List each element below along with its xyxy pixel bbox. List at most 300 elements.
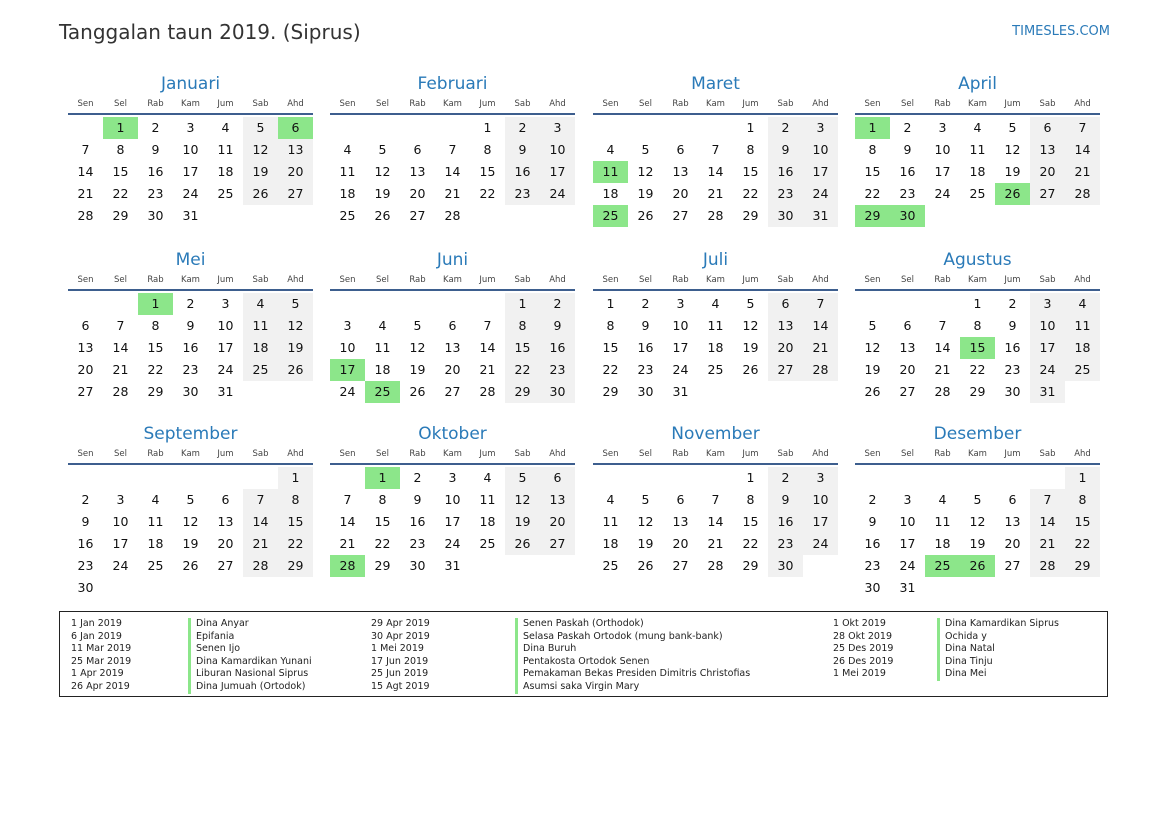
day-cell: 14 — [707, 164, 724, 179]
empty-cell — [138, 577, 173, 599]
day-cell: 30 — [147, 208, 164, 223]
day-cell: 16 — [182, 340, 199, 355]
empty-cell — [1030, 205, 1065, 227]
day-cell: 30 — [864, 580, 881, 595]
weekday-label: Kam — [968, 275, 987, 285]
weekday-label: Ahd — [549, 275, 566, 285]
day-cell: 25 — [602, 558, 619, 573]
holiday-name: Dina Natal — [945, 643, 995, 655]
weekday-label: Kam — [968, 99, 987, 109]
day-cell: 16 — [864, 536, 881, 551]
weekday-label: Sel — [114, 275, 127, 285]
day-cell: 17 — [803, 161, 838, 183]
day-cell: 29 — [602, 384, 619, 399]
day-cell: 8 — [973, 318, 982, 333]
day-cell: 15 — [742, 164, 759, 179]
weekday-header — [68, 273, 313, 291]
empty-cell — [243, 577, 278, 599]
week-row — [330, 337, 575, 359]
empty-cell — [628, 117, 663, 139]
day-cell: 19 — [637, 536, 654, 551]
month-februari — [330, 74, 575, 227]
weekday-label: Jum — [217, 275, 234, 285]
day-cell: 19 — [374, 186, 391, 201]
day-cell: 19 — [505, 511, 540, 533]
weekday-label: Sen — [339, 449, 356, 459]
holiday-date: 15 Agt 2019 — [371, 680, 430, 692]
day-cell: 17 — [934, 164, 951, 179]
day-cell: 18 — [1065, 337, 1100, 359]
day-cell: 29 — [112, 208, 129, 223]
month-desember — [855, 424, 1100, 599]
holiday-date: 28 Okt 2019 — [833, 630, 893, 642]
day-cell: 18 — [147, 536, 164, 551]
month-name: Januari — [160, 74, 221, 94]
week-row — [68, 533, 313, 555]
day-cell: 28 — [77, 208, 94, 223]
empty-cell — [698, 467, 733, 489]
day-cell: 7 — [343, 492, 352, 507]
weekday-label: Sen — [864, 99, 881, 109]
day-cell: 2 — [505, 117, 540, 139]
day-cell: 15 — [864, 164, 881, 179]
weekday-label: Sel — [901, 449, 914, 459]
day-cell: 25 — [593, 205, 628, 227]
day-cell: 29 — [742, 558, 759, 573]
day-cell: 1 — [973, 296, 982, 311]
day-cell: 7 — [803, 293, 838, 315]
day-cell: 1 — [855, 117, 890, 139]
day-cell: 9 — [903, 142, 912, 157]
day-cell: 31 — [1030, 381, 1065, 403]
day-cell: 21 — [934, 362, 951, 377]
day-cell: 7 — [711, 492, 720, 507]
weekday-label: Kam — [181, 99, 200, 109]
week-row — [855, 337, 1100, 359]
day-cell: 5 — [278, 293, 313, 315]
week-row — [330, 359, 575, 381]
day-cell: 12 — [278, 315, 313, 337]
day-cell: 24 — [182, 186, 199, 201]
day-cell: 2 — [151, 120, 160, 135]
weekday-label: Jum — [479, 449, 496, 459]
holiday-date: 1 Mei 2019 — [833, 668, 886, 680]
empty-cell — [103, 577, 138, 599]
day-cell: 26 — [182, 558, 199, 573]
empty-cell — [365, 117, 400, 139]
day-cell: 16 — [899, 164, 916, 179]
empty-cell — [925, 467, 960, 489]
day-cell: 6 — [81, 318, 90, 333]
day-cell: 5 — [243, 117, 278, 139]
day-cell: 16 — [409, 514, 426, 529]
day-cell: 3 — [676, 296, 685, 311]
day-cell: 27 — [1004, 558, 1021, 573]
day-cell: 10 — [803, 489, 838, 511]
week-row — [330, 315, 575, 337]
week-row — [855, 511, 1100, 533]
day-cell: 23 — [505, 183, 540, 205]
holiday-date: 25 Mar 2019 — [71, 655, 132, 667]
day-cell: 21 — [707, 186, 724, 201]
day-cell: 8 — [378, 492, 387, 507]
day-cell: 15 — [742, 514, 759, 529]
empty-cell — [925, 577, 960, 599]
day-cell: 24 — [899, 558, 916, 573]
day-cell: 6 — [903, 318, 912, 333]
day-cell: 3 — [1030, 293, 1065, 315]
day-cell: 4 — [221, 120, 230, 135]
day-cell: 26 — [278, 359, 313, 381]
page-title: Tanggalan taun 2019. (Siprus) — [59, 20, 361, 44]
empty-cell — [890, 467, 925, 489]
day-cell: 17 — [182, 164, 199, 179]
day-cell: 3 — [540, 117, 575, 139]
day-cell: 9 — [505, 139, 540, 161]
holiday-name: Dina Anyar — [196, 618, 249, 629]
holiday-date: 29 Apr 2019 — [371, 618, 430, 629]
day-cell: 2 — [768, 117, 803, 139]
day-cell: 17 — [112, 536, 129, 551]
weekday-label: Sab — [777, 449, 794, 459]
day-cell: 25 — [479, 536, 496, 551]
month-name: Agustus — [943, 250, 1012, 270]
day-cell: 12 — [864, 340, 881, 355]
day-cell: 24 — [672, 362, 689, 377]
holiday-name: Dina Mei — [945, 668, 987, 680]
day-cell: 26 — [742, 362, 759, 377]
day-cell: 27 — [899, 384, 916, 399]
day-cell: 10 — [1030, 315, 1065, 337]
day-cell: 19 — [1004, 164, 1021, 179]
day-cell: 12 — [637, 164, 654, 179]
day-cell: 20 — [672, 536, 689, 551]
day-cell: 7 — [483, 318, 492, 333]
day-cell: 31 — [182, 208, 199, 223]
day-cell: 22 — [742, 186, 759, 201]
day-cell: 12 — [505, 489, 540, 511]
empty-cell — [995, 467, 1030, 489]
empty-cell — [103, 467, 138, 489]
day-cell: 4 — [973, 120, 982, 135]
day-cell: 12 — [637, 514, 654, 529]
day-cell: 16 — [768, 511, 803, 533]
day-cell: 22 — [602, 362, 619, 377]
day-cell: 11 — [969, 142, 986, 157]
day-cell: 6 — [1008, 492, 1017, 507]
empty-cell — [1065, 381, 1100, 403]
day-cell: 7 — [81, 142, 90, 157]
empty-cell — [68, 293, 103, 315]
empty-cell — [470, 293, 505, 315]
holiday-date: 1 Mei 2019 — [371, 643, 424, 655]
day-cell: 9 — [868, 514, 877, 529]
weekday-label: Jum — [1004, 275, 1021, 285]
day-cell: 24 — [803, 183, 838, 205]
week-row — [855, 577, 1100, 599]
holiday-legend — [59, 611, 1108, 697]
month-name: Juni — [436, 250, 469, 270]
empty-cell — [278, 577, 313, 599]
weekday-label: Ahd — [287, 99, 304, 109]
day-cell: 25 — [147, 558, 164, 573]
day-cell: 9 — [81, 514, 90, 529]
week-row — [68, 511, 313, 533]
week-row — [68, 117, 313, 139]
weekday-label: Sen — [602, 99, 619, 109]
day-cell: 20 — [444, 362, 461, 377]
week-row — [68, 161, 313, 183]
day-cell: 29 — [278, 555, 313, 577]
day-cell: 27 — [672, 558, 689, 573]
empty-cell — [768, 381, 803, 403]
weekday-label: Sab — [252, 449, 269, 459]
month-mei — [68, 250, 313, 403]
weekday-label: Sen — [602, 275, 619, 285]
day-cell: 31 — [803, 205, 838, 227]
holiday-name: Ochida y — [945, 630, 987, 642]
day-cell: 25 — [969, 186, 986, 201]
day-cell: 28 — [803, 359, 838, 381]
weekday-label: Kam — [968, 449, 987, 459]
day-cell: 23 — [768, 183, 803, 205]
day-cell: 3 — [343, 318, 352, 333]
weekday-label: Rab — [934, 449, 951, 459]
empty-cell — [890, 293, 925, 315]
week-row — [593, 555, 838, 577]
day-cell: 5 — [378, 142, 387, 157]
day-cell: 4 — [378, 318, 387, 333]
week-row — [855, 359, 1100, 381]
day-cell: 13 — [1030, 139, 1065, 161]
day-cell: 18 — [339, 186, 356, 201]
week-row — [593, 533, 838, 555]
day-cell: 11 — [934, 514, 951, 529]
empty-cell — [925, 205, 960, 227]
day-cell: 15 — [505, 337, 540, 359]
day-cell: 18 — [374, 362, 391, 377]
empty-cell — [173, 577, 208, 599]
day-cell: 6 — [278, 117, 313, 139]
week-row — [593, 315, 838, 337]
day-cell: 19 — [409, 362, 426, 377]
day-cell: 24 — [217, 362, 234, 377]
weekday-label: Kam — [443, 449, 462, 459]
day-cell: 18 — [969, 164, 986, 179]
day-cell: 26 — [995, 183, 1030, 205]
empty-cell — [593, 117, 628, 139]
day-cell: 26 — [409, 384, 426, 399]
weekday-label: Ahd — [1074, 275, 1091, 285]
day-cell: 2 — [768, 467, 803, 489]
weekday-label: Jum — [217, 449, 234, 459]
holiday-name: Pemakaman Bekas Presiden Dimitris Christofias — [523, 668, 751, 680]
weekday-label: Jum — [479, 99, 496, 109]
day-cell: 3 — [448, 470, 457, 485]
weekday-label: Sen — [339, 275, 356, 285]
day-cell: 23 — [768, 533, 803, 555]
day-cell: 8 — [868, 142, 877, 157]
week-row — [593, 337, 838, 359]
day-cell: 11 — [243, 315, 278, 337]
day-cell: 15 — [602, 340, 619, 355]
week-row — [68, 315, 313, 337]
day-cell: 10 — [217, 318, 234, 333]
week-row — [330, 489, 575, 511]
empty-cell — [68, 117, 103, 139]
weekday-label: Sab — [1039, 449, 1056, 459]
holiday-name: Selasa Paskah Ortodok (mung bank-bank) — [523, 630, 723, 642]
day-cell: 3 — [938, 120, 947, 135]
day-cell: 1 — [278, 467, 313, 489]
day-cell: 5 — [641, 142, 650, 157]
day-cell: 30 — [77, 580, 94, 595]
day-cell: 28 — [330, 555, 365, 577]
weekday-label: Sab — [252, 99, 269, 109]
day-cell: 14 — [479, 340, 496, 355]
day-cell: 5 — [973, 492, 982, 507]
empty-cell — [330, 467, 365, 489]
week-row — [68, 293, 313, 315]
empty-cell — [698, 117, 733, 139]
day-cell: 18 — [602, 186, 619, 201]
week-row — [68, 381, 313, 403]
weekday-label: Sel — [376, 275, 389, 285]
day-cell: 25 — [925, 555, 960, 577]
month-april — [855, 74, 1100, 227]
weekday-label: Ahd — [812, 99, 829, 109]
day-cell: 27 — [217, 558, 234, 573]
day-cell: 8 — [1065, 489, 1100, 511]
day-cell: 21 — [112, 362, 129, 377]
day-cell: 27 — [444, 384, 461, 399]
day-cell: 12 — [374, 164, 391, 179]
month-name: April — [958, 74, 997, 94]
weekday-label: Sel — [901, 99, 914, 109]
month-name: Oktober — [418, 424, 487, 444]
empty-cell — [330, 293, 365, 315]
day-cell: 22 — [1065, 533, 1100, 555]
day-cell: 18 — [217, 164, 234, 179]
day-cell: 4 — [243, 293, 278, 315]
day-cell: 21 — [243, 533, 278, 555]
empty-cell — [505, 205, 540, 227]
day-cell: 30 — [540, 381, 575, 403]
holiday-date: 1 Okt 2019 — [833, 618, 886, 629]
day-cell: 27 — [540, 533, 575, 555]
empty-cell — [995, 577, 1030, 599]
day-cell: 25 — [707, 362, 724, 377]
week-row — [68, 577, 313, 599]
week-row — [330, 381, 575, 403]
month-name: Juli — [702, 250, 729, 270]
day-cell: 17 — [330, 359, 365, 381]
day-cell: 12 — [409, 340, 426, 355]
day-cell: 4 — [711, 296, 720, 311]
weekday-label: Kam — [706, 275, 725, 285]
day-cell: 15 — [278, 511, 313, 533]
day-cell: 15 — [479, 164, 496, 179]
holiday-date: 26 Des 2019 — [833, 655, 894, 667]
weekday-label: Ahd — [287, 275, 304, 285]
holiday-name: Dina Jumuah (Ortodok) — [196, 680, 306, 692]
day-cell: 11 — [1065, 315, 1100, 337]
weekday-label: Sab — [514, 449, 531, 459]
week-row — [855, 533, 1100, 555]
day-cell: 10 — [444, 492, 461, 507]
day-cell: 19 — [182, 536, 199, 551]
weekday-label: Kam — [181, 449, 200, 459]
weekday-label: Jum — [742, 99, 759, 109]
day-cell: 8 — [278, 489, 313, 511]
month-maret — [593, 74, 838, 227]
day-cell: 3 — [221, 296, 230, 311]
day-cell: 14 — [112, 340, 129, 355]
day-cell: 10 — [934, 142, 951, 157]
day-cell: 16 — [637, 340, 654, 355]
week-row — [855, 183, 1100, 205]
day-cell: 29 — [969, 384, 986, 399]
day-cell: 27 — [409, 208, 426, 223]
day-cell: 20 — [768, 337, 803, 359]
legend-dates — [371, 618, 430, 694]
site-link[interactable]: TIMESLES.COM — [1012, 24, 1110, 39]
day-cell: 4 — [938, 492, 947, 507]
day-cell: 10 — [182, 142, 199, 157]
day-cell: 20 — [540, 511, 575, 533]
week-row — [68, 555, 313, 577]
week-row — [330, 183, 575, 205]
day-cell: 11 — [707, 318, 724, 333]
day-cell: 23 — [147, 186, 164, 201]
day-cell: 21 — [803, 337, 838, 359]
weekday-label: Sen — [602, 449, 619, 459]
day-cell: 8 — [116, 142, 125, 157]
day-cell: 27 — [278, 183, 313, 205]
weekday-header — [330, 97, 575, 115]
day-cell: 21 — [339, 536, 356, 551]
empty-cell — [243, 205, 278, 227]
week-row — [330, 467, 575, 489]
day-cell: 17 — [1030, 337, 1065, 359]
empty-cell — [505, 555, 540, 577]
day-cell: 31 — [444, 558, 461, 573]
day-cell: 31 — [672, 384, 689, 399]
day-cell: 23 — [409, 536, 426, 551]
week-row — [330, 205, 575, 227]
week-row — [593, 117, 838, 139]
weekday-header — [855, 447, 1100, 465]
day-cell: 2 — [81, 492, 90, 507]
weekday-label: Jum — [742, 275, 759, 285]
day-cell: 9 — [1008, 318, 1017, 333]
day-cell: 24 — [934, 186, 951, 201]
empty-cell — [330, 117, 365, 139]
day-cell: 9 — [413, 492, 422, 507]
month-juni — [330, 250, 575, 403]
day-cell: 10 — [899, 514, 916, 529]
week-row — [330, 533, 575, 555]
week-row — [593, 161, 838, 183]
day-cell: 23 — [1004, 362, 1021, 377]
day-cell: 7 — [243, 489, 278, 511]
day-cell: 9 — [151, 142, 160, 157]
empty-cell — [593, 467, 628, 489]
day-cell: 3 — [116, 492, 125, 507]
day-cell: 18 — [934, 536, 951, 551]
day-cell: 17 — [217, 340, 234, 355]
empty-cell — [103, 293, 138, 315]
